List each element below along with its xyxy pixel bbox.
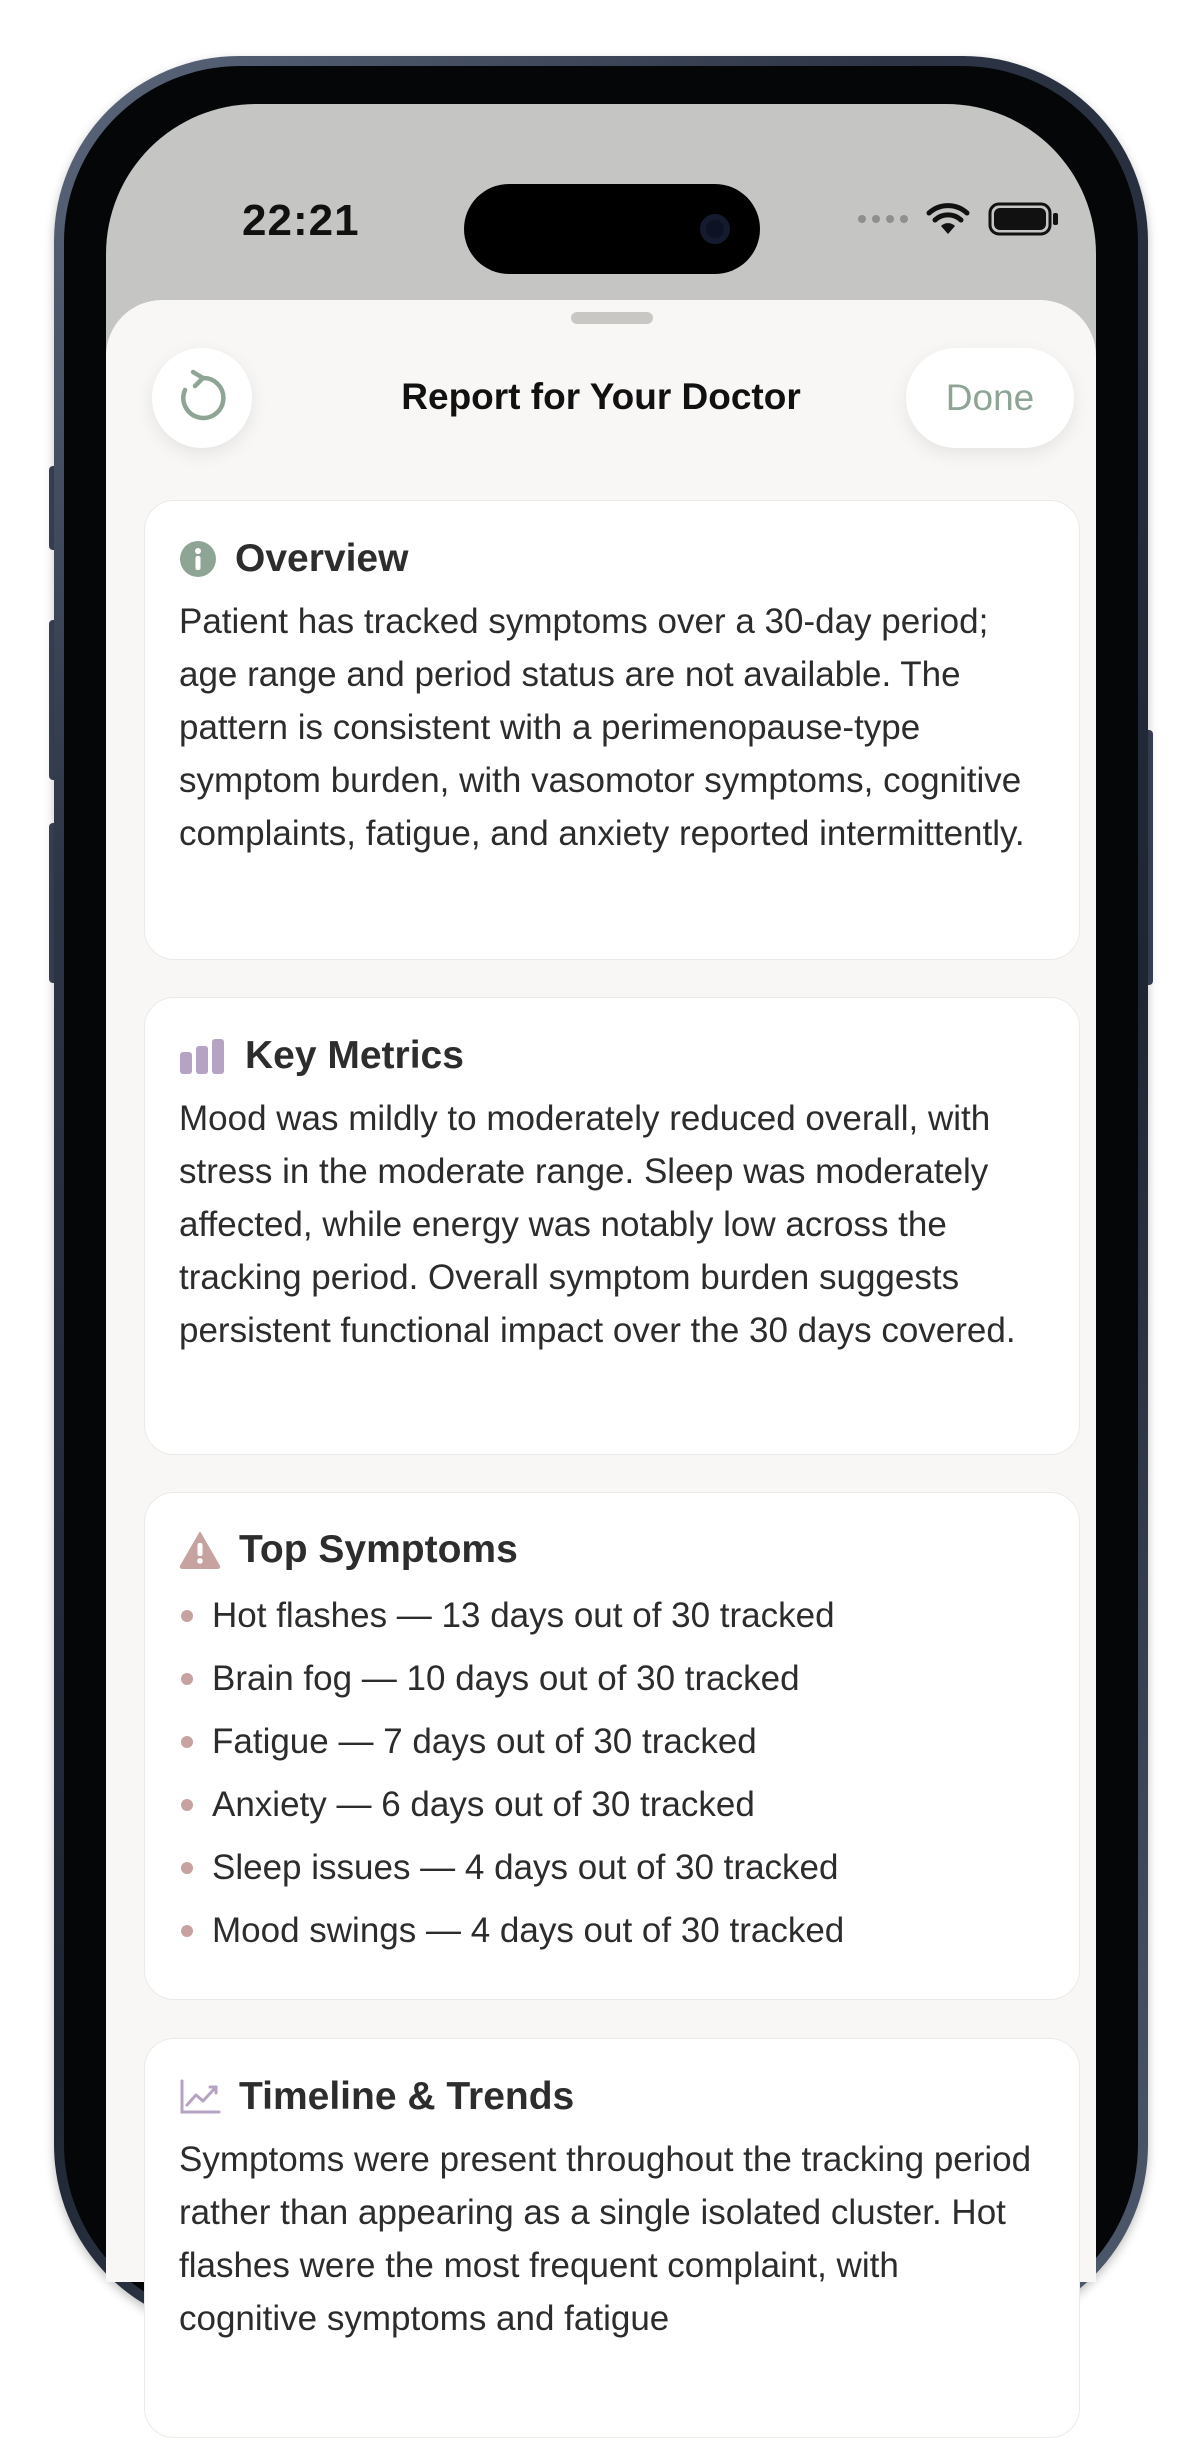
overview-text: Patient has tracked symptoms over a 30-day period; age range and period status are not available. The pattern is consistent with a perimenopause-type symptom burden, with vasomotor symptoms, cognitive complaints, fatigue, and anxiety reported intermittently. xyxy=(179,602,1025,853)
top-symptoms-title: Top Symptoms xyxy=(239,1528,518,1571)
timeline-text: Symptoms were present throughout the tracking period rather than appearing as a single isolated cluster. Hot flashes were the most frequent complaint, with cognitive symptoms and fatigue xyxy=(179,2140,1032,2338)
done-button[interactable]: Done xyxy=(906,348,1074,448)
phone-frame xyxy=(54,56,1148,2338)
key-metrics-card xyxy=(144,997,1080,1455)
overview-title: Overview xyxy=(235,537,409,580)
list-item: Fatigue — 7 days out of 30 tracked xyxy=(179,1710,1045,1773)
overview-card xyxy=(144,500,1080,960)
sheet-grabber[interactable] xyxy=(571,312,653,324)
wifi-icon xyxy=(926,202,970,236)
bar-chart-icon xyxy=(179,1038,227,1074)
status-time: 22:21 xyxy=(242,196,360,245)
list-item: Brain fog — 10 days out of 30 tracked xyxy=(179,1647,1045,1710)
phone-bezel xyxy=(64,66,1138,2338)
timeline-header xyxy=(179,2077,1045,2117)
battery-icon xyxy=(988,201,1060,237)
phone-screen xyxy=(106,104,1096,2338)
top-symptoms-card xyxy=(144,1492,1080,2000)
trend-chart-icon xyxy=(179,2079,221,2115)
status-indicators xyxy=(858,199,1060,239)
cellular-signal-icon xyxy=(858,215,908,223)
sheet-title: Report for Your Doctor xyxy=(401,376,801,417)
info-icon xyxy=(179,540,217,578)
top-symptoms-header xyxy=(179,1530,1045,1570)
list-item: Mood swings — 4 days out of 30 tracked xyxy=(179,1899,1045,1962)
timeline-title: Timeline & Trends xyxy=(239,2075,575,2118)
timeline-card xyxy=(144,2038,1080,2438)
key-metrics-text: Mood was mildly to moderately reduced overall, with stress in the moderate range. Sleep was moderately affected, while energy was notably low across the tracking period. Overall symptom burden suggests persistent functional impact over the 30 days covered. xyxy=(179,1099,1016,1350)
list-item: Hot flashes — 13 days out of 30 tracked xyxy=(179,1584,1045,1647)
list-item: Sleep issues — 4 days out of 30 tracked xyxy=(179,1836,1045,1899)
warning-icon xyxy=(179,1531,221,1569)
front-camera-icon xyxy=(700,214,730,244)
symptom-list xyxy=(179,1584,1045,1962)
dynamic-island xyxy=(464,184,760,274)
key-metrics-title: Key Metrics xyxy=(245,1034,464,1077)
list-item: Anxiety — 6 days out of 30 tracked xyxy=(179,1773,1045,1836)
key-metrics-header xyxy=(179,1036,1045,1076)
report-sheet xyxy=(106,300,1096,2338)
overview-header xyxy=(179,539,1045,579)
